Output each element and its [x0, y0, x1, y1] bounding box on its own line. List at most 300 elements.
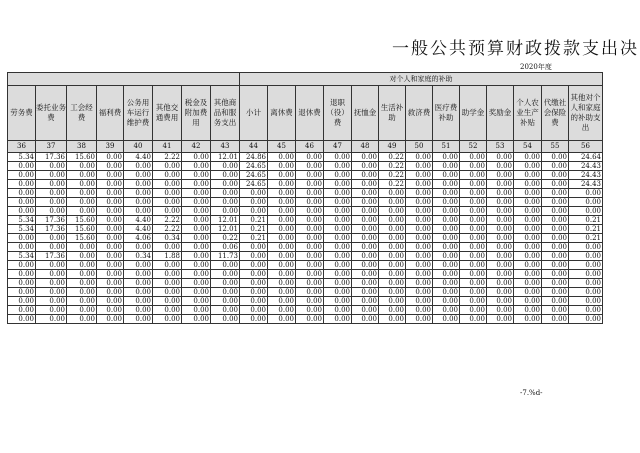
table-cell: 0.00: [124, 270, 153, 279]
table-cell: 0.00: [268, 315, 296, 324]
column-number: 53: [487, 141, 514, 153]
column-number: 38: [67, 141, 97, 153]
table-cell: 0.00: [569, 261, 603, 270]
table-cell: 0.00: [67, 288, 97, 297]
table-row: [8, 234, 603, 243]
table-cell: 0.00: [211, 171, 240, 180]
table-cell: 0.00: [268, 225, 296, 234]
table-cell: 0.00: [36, 207, 67, 216]
column-header: 其他交通费用: [153, 86, 182, 141]
table-cell: 17.36: [36, 153, 67, 162]
table-cell: 0.00: [182, 153, 211, 162]
table-cell: 0.22: [379, 171, 406, 180]
table-cell: 0.00: [460, 180, 487, 189]
column-number: 49: [379, 141, 406, 153]
table-cell: 0.00: [36, 171, 67, 180]
column-number: 39: [97, 141, 124, 153]
table-cell: 0.00: [97, 297, 124, 306]
table-cell: 0.00: [268, 306, 296, 315]
table-cell: 24.65: [240, 180, 268, 189]
table-cell: 0.00: [352, 261, 379, 270]
table-cell: 0.22: [211, 234, 240, 243]
table-row: [8, 261, 603, 270]
table-cell: 0.00: [460, 216, 487, 225]
table-row: [8, 225, 603, 234]
table-cell: 0.00: [97, 171, 124, 180]
table-cell: 0.00: [153, 288, 182, 297]
column-number: 47: [324, 141, 352, 153]
table-cell: 1.88: [153, 252, 182, 261]
table-cell: 0.00: [379, 216, 406, 225]
table-cell: 0.00: [97, 234, 124, 243]
column-header: 福利费: [97, 86, 124, 141]
table-cell: 0.00: [514, 288, 542, 297]
table-cell: 0.00: [514, 315, 542, 324]
table-cell: 0.00: [460, 198, 487, 207]
table-cell: 0.00: [324, 180, 352, 189]
table-cell: 0.00: [182, 297, 211, 306]
table-cell: 0.00: [514, 297, 542, 306]
table-cell: 0.00: [352, 198, 379, 207]
group-header-blank: [8, 73, 240, 86]
table-cell: 0.00: [352, 279, 379, 288]
table-cell: 0.00: [352, 315, 379, 324]
table-cell: 0.00: [514, 261, 542, 270]
table-cell: 0.00: [153, 279, 182, 288]
table-cell: 0.00: [296, 225, 324, 234]
table-cell: 0.00: [67, 252, 97, 261]
table-cell: 0.00: [433, 180, 460, 189]
table-cell: 0.00: [240, 306, 268, 315]
table-cell: 0.00: [296, 288, 324, 297]
table-cell: 0.00: [514, 216, 542, 225]
table-cell: 0.00: [240, 288, 268, 297]
table-cell: 0.00: [153, 189, 182, 198]
column-index-row: [8, 141, 603, 153]
table-cell: 11.73: [211, 252, 240, 261]
table-cell: 0.00: [352, 252, 379, 261]
table-cell: 0.00: [352, 207, 379, 216]
table-cell: 0.00: [268, 180, 296, 189]
table-cell: 0.00: [514, 198, 542, 207]
column-header: 小计: [240, 86, 268, 141]
column-number: 41: [153, 141, 182, 153]
table-cell: 0.00: [67, 207, 97, 216]
table-cell: 0.00: [542, 270, 569, 279]
table-cell: 4.40: [124, 216, 153, 225]
table-cell: 0.00: [352, 234, 379, 243]
table-cell: 0.00: [379, 252, 406, 261]
table-cell: 0.00: [8, 171, 36, 180]
table-cell: 0.00: [324, 252, 352, 261]
table-cell: 0.00: [67, 162, 97, 171]
table-cell: 0.00: [324, 270, 352, 279]
table-cell: 0.00: [487, 261, 514, 270]
table-cell: 0.00: [324, 243, 352, 252]
column-number: 46: [296, 141, 324, 153]
table-cell: 17.36: [36, 225, 67, 234]
table-cell: 0.00: [433, 270, 460, 279]
table-cell: 24.65: [240, 171, 268, 180]
table-cell: 0.00: [268, 153, 296, 162]
column-number: 56: [569, 141, 603, 153]
table-cell: 0.00: [433, 234, 460, 243]
table-cell: 0.00: [542, 198, 569, 207]
table-cell: 0.00: [268, 234, 296, 243]
table-cell: 0.00: [36, 261, 67, 270]
table-cell: 24.65: [240, 162, 268, 171]
table-cell: 17.36: [36, 252, 67, 261]
table-cell: 0.00: [97, 216, 124, 225]
table-cell: 0.00: [324, 171, 352, 180]
table-cell: 0.00: [514, 234, 542, 243]
table-cell: 0.00: [514, 225, 542, 234]
table-row: [8, 306, 603, 315]
table-cell: 0.00: [97, 153, 124, 162]
table-cell: 0.00: [36, 279, 67, 288]
table-cell: 0.00: [211, 270, 240, 279]
column-number: 52: [460, 141, 487, 153]
table-cell: 0.00: [433, 207, 460, 216]
column-header: 其他商品和服务支出: [211, 86, 240, 141]
table-cell: 0.00: [487, 198, 514, 207]
table-row: [8, 279, 603, 288]
table-cell: 0.00: [211, 306, 240, 315]
table-cell: 0.00: [487, 189, 514, 198]
table-cell: 0.00: [67, 189, 97, 198]
table-cell: 0.21: [240, 234, 268, 243]
table-cell: 0.00: [569, 315, 603, 324]
column-header: 助学金: [460, 86, 487, 141]
table-cell: 0.00: [124, 297, 153, 306]
table-cell: 0.00: [542, 171, 569, 180]
table-cell: 0.00: [487, 252, 514, 261]
table-cell: 0.00: [460, 297, 487, 306]
table-cell: 0.00: [514, 270, 542, 279]
table-cell: 0.00: [433, 153, 460, 162]
table-cell: 0.00: [296, 207, 324, 216]
table-cell: 0.00: [324, 216, 352, 225]
table-cell: 0.00: [124, 162, 153, 171]
table-cell: 0.00: [153, 171, 182, 180]
table-cell: 0.00: [433, 297, 460, 306]
table-cell: 0.00: [211, 162, 240, 171]
table-cell: 0.00: [406, 225, 433, 234]
table-cell: 0.00: [124, 315, 153, 324]
table-cell: 0.00: [379, 297, 406, 306]
column-number: 50: [406, 141, 433, 153]
column-header: 公务用车运行维护费: [124, 86, 153, 141]
table-cell: 0.00: [240, 297, 268, 306]
table-cell: 0.00: [8, 297, 36, 306]
table-cell: 24.64: [569, 153, 603, 162]
table-cell: 0.00: [406, 180, 433, 189]
table-cell: 0.00: [67, 279, 97, 288]
column-header: 救济费: [406, 86, 433, 141]
column-header: 退职（役）费: [324, 86, 352, 141]
table-cell: 0.00: [67, 270, 97, 279]
table-cell: 0.00: [240, 261, 268, 270]
table-cell: 0.00: [36, 270, 67, 279]
table-cell: 0.06: [211, 243, 240, 252]
table-cell: 0.00: [67, 261, 97, 270]
table-cell: 0.00: [406, 270, 433, 279]
table-cell: 0.00: [240, 252, 268, 261]
table-cell: 0.00: [379, 315, 406, 324]
table-cell: 0.00: [8, 306, 36, 315]
table-cell: 0.00: [8, 162, 36, 171]
table-cell: 0.00: [268, 171, 296, 180]
column-number: 40: [124, 141, 153, 153]
table-cell: 0.00: [8, 279, 36, 288]
table-cell: 0.00: [324, 189, 352, 198]
table-cell: 0.00: [240, 189, 268, 198]
table-cell: 0.00: [352, 189, 379, 198]
table-cell: 0.00: [36, 288, 67, 297]
column-header: 代缴社会保险费: [542, 86, 569, 141]
table-cell: 0.00: [36, 297, 67, 306]
table-cell: 0.00: [352, 306, 379, 315]
table-cell: 0.00: [324, 306, 352, 315]
table-cell: 0.00: [352, 225, 379, 234]
table-cell: 0.00: [379, 243, 406, 252]
table-cell: 0.00: [487, 288, 514, 297]
table-cell: 0.00: [240, 270, 268, 279]
table-cell: 0.00: [433, 198, 460, 207]
table-cell: 0.00: [487, 171, 514, 180]
table-cell: 0.00: [124, 198, 153, 207]
table-cell: 0.00: [97, 288, 124, 297]
table-cell: 0.00: [182, 207, 211, 216]
table-cell: 0.00: [97, 180, 124, 189]
table-cell: 0.00: [268, 261, 296, 270]
table-cell: 5.34: [8, 225, 36, 234]
report-year: 2020年度: [520, 63, 552, 71]
table-cell: 0.00: [124, 171, 153, 180]
table-cell: 0.00: [153, 162, 182, 171]
table-cell: 0.00: [8, 315, 36, 324]
table-cell: 15.60: [67, 225, 97, 234]
table-cell: 0.00: [542, 207, 569, 216]
table-cell: 0.00: [487, 225, 514, 234]
table-cell: 15.60: [67, 234, 97, 243]
table-row: [8, 315, 603, 324]
table-cell: 0.00: [406, 252, 433, 261]
table-cell: 0.00: [460, 171, 487, 180]
table-cell: 0.00: [324, 234, 352, 243]
table-cell: 12.01: [211, 153, 240, 162]
table-cell: 4.40: [124, 153, 153, 162]
table-cell: 0.00: [153, 207, 182, 216]
table-cell: 0.00: [268, 297, 296, 306]
table-cell: 0.00: [406, 306, 433, 315]
table-row: [8, 297, 603, 306]
table-row: [8, 171, 603, 180]
table-cell: 0.00: [569, 279, 603, 288]
table-cell: 0.00: [487, 297, 514, 306]
table-cell: 0.00: [406, 243, 433, 252]
column-header: 工会经费: [67, 86, 97, 141]
table-cell: 0.00: [324, 261, 352, 270]
table-cell: 0.00: [379, 261, 406, 270]
table-cell: 0.00: [514, 243, 542, 252]
table-cell: 0.00: [487, 306, 514, 315]
table-cell: 15.60: [67, 153, 97, 162]
column-header: 医疗费补助: [433, 86, 460, 141]
table-cell: 0.00: [487, 315, 514, 324]
table-cell: 0.00: [296, 162, 324, 171]
table-cell: 0.00: [296, 153, 324, 162]
table-cell: 0.00: [182, 171, 211, 180]
table-cell: 0.00: [324, 297, 352, 306]
column-header: 税金及附加费用: [182, 86, 211, 141]
table-cell: 0.00: [36, 180, 67, 189]
table-cell: 0.00: [514, 180, 542, 189]
table-row: [8, 180, 603, 189]
table-cell: 0.00: [296, 261, 324, 270]
table-cell: 0.00: [542, 297, 569, 306]
table-cell: 0.00: [268, 216, 296, 225]
table-cell: 2.22: [153, 153, 182, 162]
table-cell: 2.22: [153, 216, 182, 225]
table-cell: 0.00: [324, 315, 352, 324]
table-cell: 0.00: [406, 234, 433, 243]
table-cell: 0.00: [569, 189, 603, 198]
table-cell: 0.00: [514, 153, 542, 162]
table-cell: 0.00: [268, 189, 296, 198]
table-cell: 0.00: [8, 234, 36, 243]
table-cell: 0.00: [182, 288, 211, 297]
table-cell: 0.00: [569, 243, 603, 252]
table-cell: 0.00: [542, 243, 569, 252]
table-cell: 0.00: [460, 279, 487, 288]
table-cell: 0.00: [433, 171, 460, 180]
table-cell: 0.00: [296, 216, 324, 225]
table-cell: 0.00: [433, 288, 460, 297]
table-row: [8, 270, 603, 279]
table-cell: 0.00: [124, 180, 153, 189]
column-header: 离休费: [268, 86, 296, 141]
table-cell: 0.00: [324, 279, 352, 288]
table-cell: 0.00: [542, 216, 569, 225]
column-number: 37: [36, 141, 67, 153]
table-cell: 0.00: [542, 162, 569, 171]
table-cell: 0.00: [124, 261, 153, 270]
table-cell: 0.00: [97, 252, 124, 261]
table-cell: 0.00: [153, 198, 182, 207]
table-cell: 0.00: [487, 279, 514, 288]
table-cell: 0.34: [124, 252, 153, 261]
table-cell: 0.00: [97, 270, 124, 279]
table-cell: 0.00: [569, 252, 603, 261]
column-number: 43: [211, 141, 240, 153]
table-cell: 0.00: [240, 243, 268, 252]
table-cell: 0.00: [182, 198, 211, 207]
table-cell: 0.00: [36, 162, 67, 171]
table-cell: 4.40: [124, 225, 153, 234]
table-cell: 0.00: [542, 180, 569, 189]
table-cell: 0.00: [97, 243, 124, 252]
table-cell: 0.00: [124, 243, 153, 252]
table-cell: 5.34: [8, 252, 36, 261]
table-cell: 0.00: [268, 243, 296, 252]
table-cell: 0.00: [182, 189, 211, 198]
table-cell: 0.00: [97, 189, 124, 198]
table-cell: 0.00: [211, 207, 240, 216]
table-cell: 0.00: [182, 279, 211, 288]
column-number: 54: [514, 141, 542, 153]
table-cell: 0.00: [433, 315, 460, 324]
table-cell: 0.00: [8, 270, 36, 279]
table-row: [8, 243, 603, 252]
table-cell: 24.86: [240, 153, 268, 162]
table-cell: 0.00: [542, 279, 569, 288]
table-cell: 0.00: [433, 306, 460, 315]
table-cell: 0.00: [211, 198, 240, 207]
table-cell: 0.00: [211, 261, 240, 270]
page-number: -7.%d-: [520, 389, 543, 397]
table-cell: 0.00: [296, 306, 324, 315]
table-cell: 0.00: [487, 180, 514, 189]
table-cell: 0.00: [433, 225, 460, 234]
column-number: 45: [268, 141, 296, 153]
table-cell: 0.00: [379, 306, 406, 315]
table-cell: 0.00: [406, 216, 433, 225]
expenditure-table: [7, 72, 603, 324]
table-cell: 0.00: [36, 189, 67, 198]
table-cell: 0.00: [406, 198, 433, 207]
table-cell: 0.00: [124, 189, 153, 198]
table-cell: 0.00: [8, 180, 36, 189]
column-header: 劳务费: [8, 86, 36, 141]
table-cell: 0.21: [240, 225, 268, 234]
table-cell: 15.60: [67, 216, 97, 225]
table-cell: 0.00: [352, 180, 379, 189]
table-cell: 0.00: [352, 162, 379, 171]
table-cell: 0.00: [8, 261, 36, 270]
table-cell: 0.00: [379, 207, 406, 216]
table-cell: 0.00: [460, 225, 487, 234]
column-header: 生活补助: [379, 86, 406, 141]
column-header-row: [8, 86, 603, 141]
table-cell: 0.00: [153, 261, 182, 270]
table-cell: 0.00: [97, 225, 124, 234]
table-cell: 0.00: [460, 243, 487, 252]
table-cell: 0.00: [296, 297, 324, 306]
table-cell: 0.00: [379, 225, 406, 234]
table-cell: 0.00: [67, 297, 97, 306]
table-cell: 0.00: [182, 306, 211, 315]
table-cell: 0.00: [67, 243, 97, 252]
table-cell: 0.00: [153, 306, 182, 315]
table-cell: 0.00: [97, 261, 124, 270]
table-cell: 0.00: [569, 198, 603, 207]
table-cell: 0.00: [153, 270, 182, 279]
table-cell: 0.00: [352, 297, 379, 306]
table-cell: 0.00: [296, 189, 324, 198]
table-cell: 0.00: [379, 279, 406, 288]
table-cell: 0.00: [569, 297, 603, 306]
table-cell: 0.22: [379, 162, 406, 171]
table-cell: 0.00: [460, 162, 487, 171]
table-cell: 0.00: [406, 315, 433, 324]
table-cell: 0.00: [36, 315, 67, 324]
table-cell: 0.22: [379, 153, 406, 162]
table-cell: 0.00: [97, 306, 124, 315]
column-number: 51: [433, 141, 460, 153]
table-cell: 0.00: [487, 216, 514, 225]
table-cell: 0.00: [542, 261, 569, 270]
